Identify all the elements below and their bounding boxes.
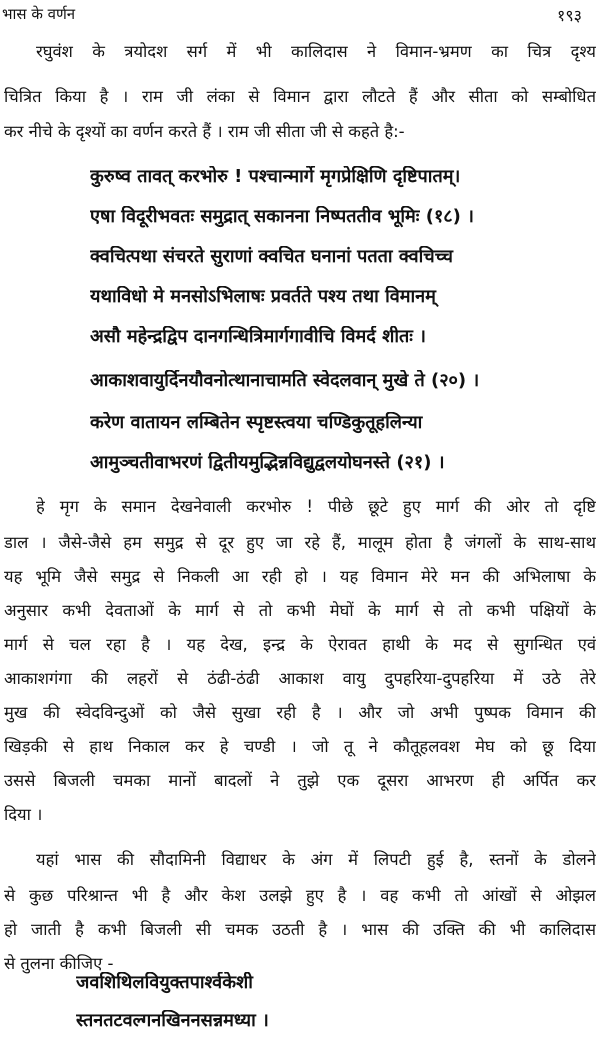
paragraph-2-line: डाल । जैसे-जैसे हम समुद्र से दूर हुए जा रहे हैं, मालूम होता है जंगलों के साथ-साथ xyxy=(4,533,596,552)
paragraph-2-line: अनुसार कभी देवताओं के मार्ग से तो कभी मेघों के मार्ग से तो कभी पक्षियों के xyxy=(4,601,596,620)
verse-2-line: जवशिथिलवियुक्तपार्श्वकेशी xyxy=(76,972,253,993)
verse-1-line: आकाशवायुर्दिनयौवनोत्थानाचामति स्वेदलवान् मुखे ते (२०) । xyxy=(90,370,480,391)
verse-1-line: यथाविधो मे मनसोऽभिलाषः प्रवर्तते पश्य तथा विमानम् xyxy=(90,286,436,307)
paragraph-3-line: यहां भास की सौदामिनी विद्याधर के अंग में लिपटी हुई है, स्तनों के डोलने xyxy=(36,850,596,869)
paragraph-1-line: रघुवंश के त्रयोदश सर्ग में भी कालिदास ने विमान-भ्रमण का चित्र दृश्य xyxy=(36,42,596,61)
paragraph-2-line: उससे बिजली चमका मानों बादलों ने तुझे एक दूसरा आभरण ही अर्पित कर xyxy=(4,771,596,790)
verse-1-line: एषा विदूरीभवतः समुद्रात् सकानना निष्पततीव भूमिः (१८) । xyxy=(90,206,474,227)
paragraph-2-line: मुख की स्वेदविन्दुओं को जैसे सुखा रही है । और जो अभी पुष्पक विमान की xyxy=(4,703,596,722)
page-header xyxy=(2,4,582,28)
paragraph-1-line: चित्रित किया है । राम जी लंका से विमान द्वारा लौटते हैं और सीता को सम्बोधित xyxy=(4,87,596,106)
verse-1-line: असौ महेन्द्रद्विप दानगन्धित्रिमार्गगावीचि विमर्द शीतः । xyxy=(90,326,426,347)
verse-1-line: करेण वातायन लम्बितेन स्पृष्टस्त्वया चण्डिकुतूहलिन्या xyxy=(90,412,423,433)
verse-2-line: स्तनतटवल्गनखिननसन्नमध्या । xyxy=(76,1010,269,1031)
verse-1-line: क्वचित्पथा संचरते सुराणां क्वचित घनानां पतता क्वचिच्च xyxy=(90,246,453,267)
running-title: भास के वर्णन xyxy=(2,5,76,23)
paragraph-3-line: से तुलना कीजिए - xyxy=(4,954,114,973)
paragraph-3-line: हो जाती है कभी बिजली सी चमक उठती है । भास की उक्ति की भी कालिदास xyxy=(4,920,596,939)
verse-1-line: कुरुष्व तावत् करभोरु ! पश्चान्मार्गे मृगप्रेक्षिणि दृष्टिपातम्। xyxy=(90,166,461,187)
paragraph-3-line: से कुछ परिश्रान्त भी है और केश उलझे हुए है । वह कभी तो आंखों से ओझल xyxy=(4,886,596,905)
page-number: १९३ xyxy=(557,6,582,25)
paragraph-2-line: आकाशगंगा की लहरों से ठंढी-ठंढी आकाश वायु दुपहरिया-दुपहरिया में उठे तेरे xyxy=(4,669,596,688)
paragraph-2-line: दिया । xyxy=(4,805,43,824)
paragraph-2-line: खिड़की से हाथ निकाल कर हे चण्डी । जो तू ने कौतूहलवश मेघ को छू दिया xyxy=(4,737,596,756)
paragraph-2-line: मार्ग से चल रहा है । यह देख, इन्द्र के ऐरावत हाथी के मद से सुगन्धित एवं xyxy=(4,635,596,654)
paragraph-2-line: यह भूमि जैसे समुद्र से निकली आ रही हो । यह विमान मेरे मन की अभिलाषा के xyxy=(4,567,596,586)
verse-1-line: आमुञ्चतीवाभरणं द्वितीयमुद्भिन्नविद्युद्वलयोघनस्ते (२१) । xyxy=(90,452,445,473)
paragraph-2-line: हे मृग के समान देखनेवाली करभोरु ! पीछे छूटे हुए मार्ग की ओर तो दृष्टि xyxy=(36,497,596,516)
paragraph-1-line: कर नीचे के दृश्यों का वर्णन करते हैं । राम जी सीता जी से कहते है:- xyxy=(4,122,405,141)
